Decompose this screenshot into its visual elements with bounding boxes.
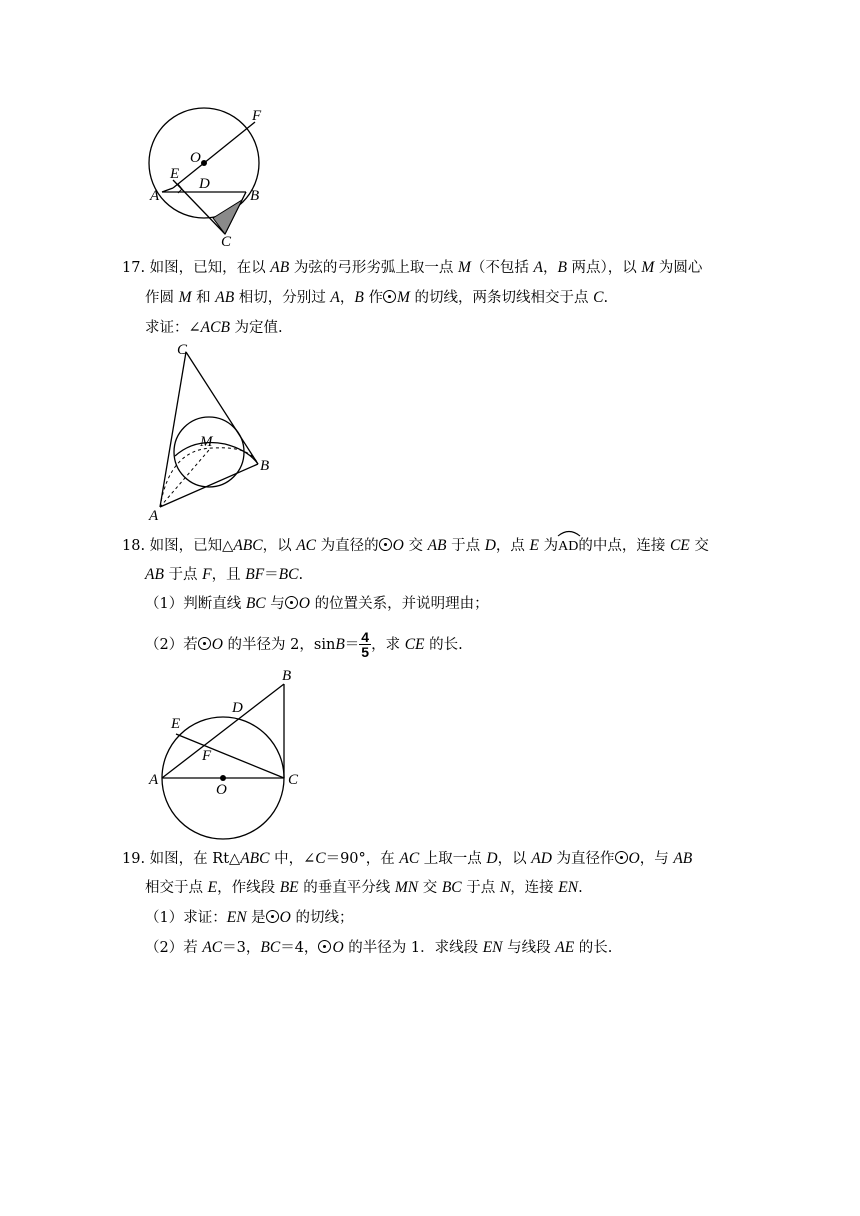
label-D: D — [199, 176, 210, 192]
label-B: B — [282, 668, 292, 684]
q17-line3: 求证：∠ACB 为定值. — [145, 319, 283, 336]
label-A: A — [150, 188, 160, 204]
q18-part2: （2）若 O 的半径为 2，sinB＝ $\frac{4}{5}$ ，求 CE 的长. — [145, 629, 463, 660]
label-A: A — [149, 772, 159, 788]
label-D: D — [232, 700, 243, 716]
circle-symbol-icon — [198, 637, 211, 650]
label-B: B — [250, 188, 260, 204]
label-F: F — [202, 748, 212, 764]
label-B: B — [260, 458, 270, 474]
q19-part1: （1）求证：EN 是 O 的切线； — [145, 909, 354, 926]
label-C: C — [177, 342, 188, 358]
label-M: M — [200, 434, 213, 450]
figure-q18 — [140, 666, 310, 842]
arc-AD: AD — [558, 537, 578, 557]
q19-line2: 相交于点 E，作线段 BE 的垂直平分线 MN 交 BC 于点 N，连接 EN. — [145, 879, 583, 896]
circle-symbol-icon — [615, 851, 628, 864]
label-E: E — [170, 166, 180, 182]
label-E: E — [171, 716, 181, 732]
figure-q17 — [140, 338, 290, 524]
label-O: O — [216, 782, 227, 798]
circle-symbol-icon — [285, 596, 298, 609]
circle-symbol-icon — [266, 910, 279, 923]
circle-symbol-icon — [383, 290, 396, 303]
label-O: O — [190, 150, 201, 166]
arc-icon — [557, 529, 581, 537]
q19-part2: （2）若 AC＝3，BC＝4， O 的半径为 1．求线段 EN 与线段 AE 的长. — [145, 939, 613, 956]
circle-symbol-icon — [318, 940, 331, 953]
q19-line1: 19. 如图，在 Rt△ABC 中，∠C＝90°，在 AC 上取一点 D，以 AD 为直径作 O，与 AB — [122, 850, 693, 867]
q17-line2: 作圆 M 和 AB 相切，分别过 A，B 作 M 的切线，两条切线相交于点 C. — [145, 289, 609, 306]
figure-q16 — [140, 96, 280, 250]
q17-line1: 17. 如图，已知，在以 AB 为弦的弓形劣弧上取一点 M（不包括 A，B 两点），以 M 为圆心 — [122, 259, 703, 276]
q18-line1: 18. 如图，已知△ABC，以 AC 为直径的 O 交 AB 于点 D，点 E 为 AD的中点，连接 CE 交 — [122, 536, 709, 557]
label-C: C — [288, 772, 299, 788]
q18-part1: （1）判断直线 BC 与 O 的位置关系，并说明理由； — [145, 595, 489, 612]
q18-line2: AB 于点 F，且 BF＝BC. — [145, 566, 304, 583]
fraction: $\frac{4}{5}$ — [361, 629, 370, 660]
label-F: F — [252, 108, 262, 124]
label-A: A — [149, 508, 159, 524]
label-C: C — [221, 234, 232, 250]
circle-symbol-icon — [379, 538, 392, 551]
